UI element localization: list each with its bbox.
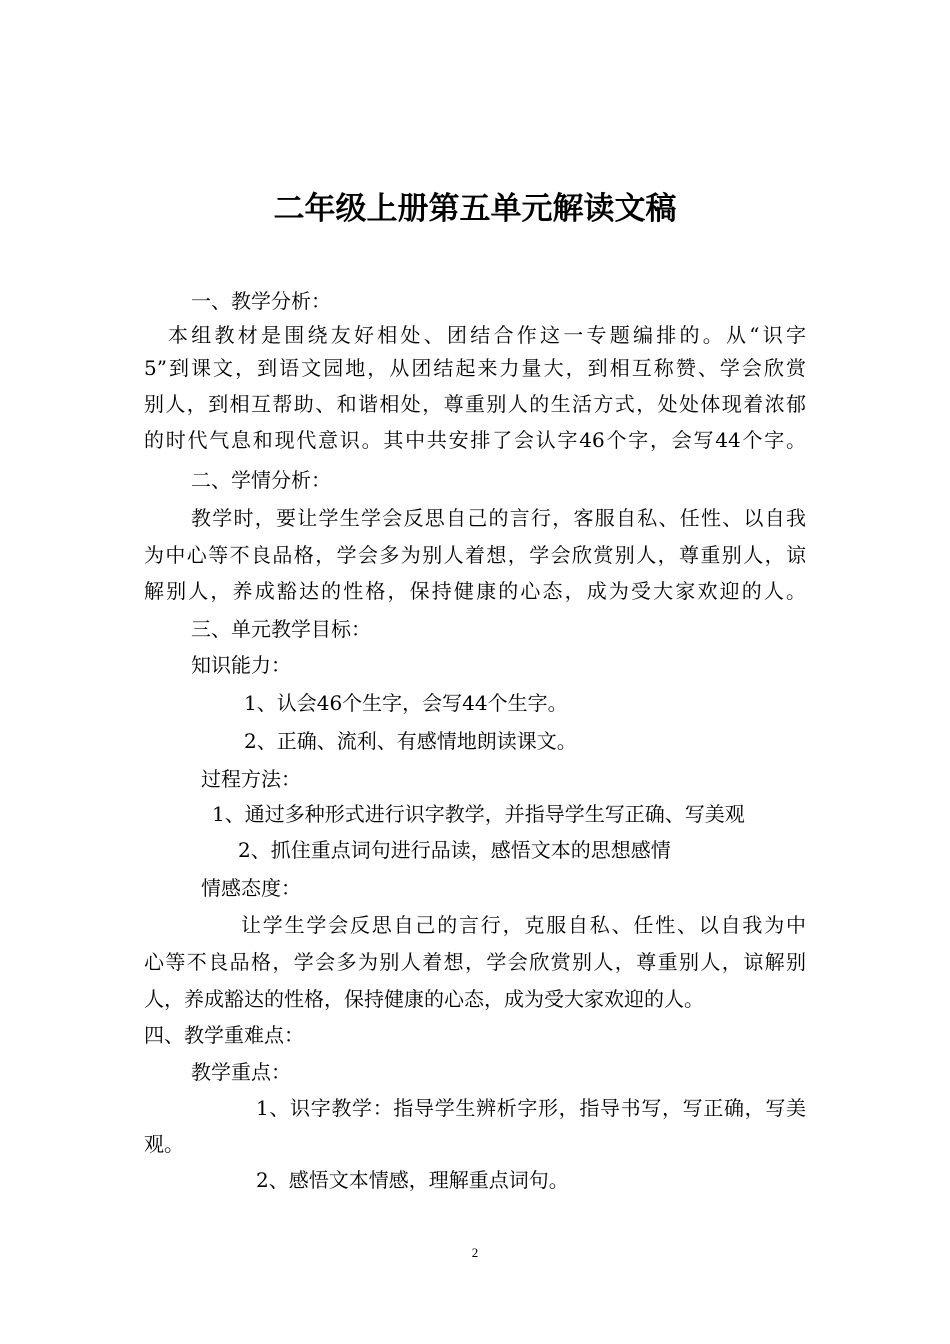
document-title: 二年级上册第五单元解读文稿 [273, 191, 677, 227]
subheading-teaching-focus: 教学重点： [191, 1060, 291, 1084]
section-heading-teaching-analysis: 一、教学分析： [191, 289, 331, 313]
paragraph-line: 教学时，要让学生学会反思自己的言行，客服自私、任性、以自我 [191, 506, 806, 530]
list-item: 1、认会46个生字，会写44个生字。 [244, 691, 568, 715]
section-heading-key-points: 四、教学重难点： [144, 1023, 304, 1047]
paragraph-line: 5”到课文，到语文园地，从团结起来力量大，到相互称赞、学会欣赏 [144, 356, 806, 380]
paragraph-line: 解别人，养成豁达的性格，保持健康的心态，成为受大家欢迎的人。 [144, 579, 806, 603]
list-item: 2、感悟文本情感，理解重点词句。 [256, 1168, 569, 1192]
page-number: 2 [471, 1245, 479, 1260]
section-heading-learning-analysis: 二、学情分析： [191, 468, 331, 492]
subheading-process-method: 过程方法： [201, 767, 301, 791]
section-heading-unit-objectives: 三、单元教学目标： [191, 617, 371, 641]
paragraph-line: 人，养成豁达的性格，保持健康的心态，成为受大家欢迎的人。 [144, 987, 704, 1011]
subheading-knowledge-ability: 知识能力： [191, 653, 291, 677]
list-item: 2、正确、流利、有感情地朗读课文。 [244, 729, 577, 753]
subheading-emotional-attitude: 情感态度： [201, 876, 301, 900]
list-item: 1、识字教学：指导学生辨析字形，指导书写，写正确，写美 [256, 1096, 806, 1120]
paragraph-line: 心等不良品格，学会多为别人着想，学会欣赏别人，尊重别人，谅解别 [144, 950, 806, 974]
paragraph-line: 为中心等不良品格，学会多为别人着想，学会欣赏别人，尊重别人，谅 [144, 543, 806, 567]
list-item: 2、抓住重点词句进行品读，感悟文本的思想感情 [238, 838, 671, 862]
paragraph-line: 的时代气息和现代意识。其中共安排了会认字46个字，会写44个字。 [144, 428, 806, 452]
paragraph-line: 观。 [144, 1132, 184, 1156]
paragraph-line: 本组教材是围绕友好相处、团结合作这一专题编排的。从“识字 [168, 323, 806, 347]
list-item: 1、通过多种形式进行识字教学，并指导学生写正确、写美观 [212, 802, 745, 826]
paragraph-line: 让学生学会反思自己的言行，克服自私、任性、以自我为中 [241, 913, 806, 937]
paragraph-line: 别人，到相互帮助、和谐相处，尊重别人的生活方式，处处体现着浓郁 [144, 392, 806, 416]
